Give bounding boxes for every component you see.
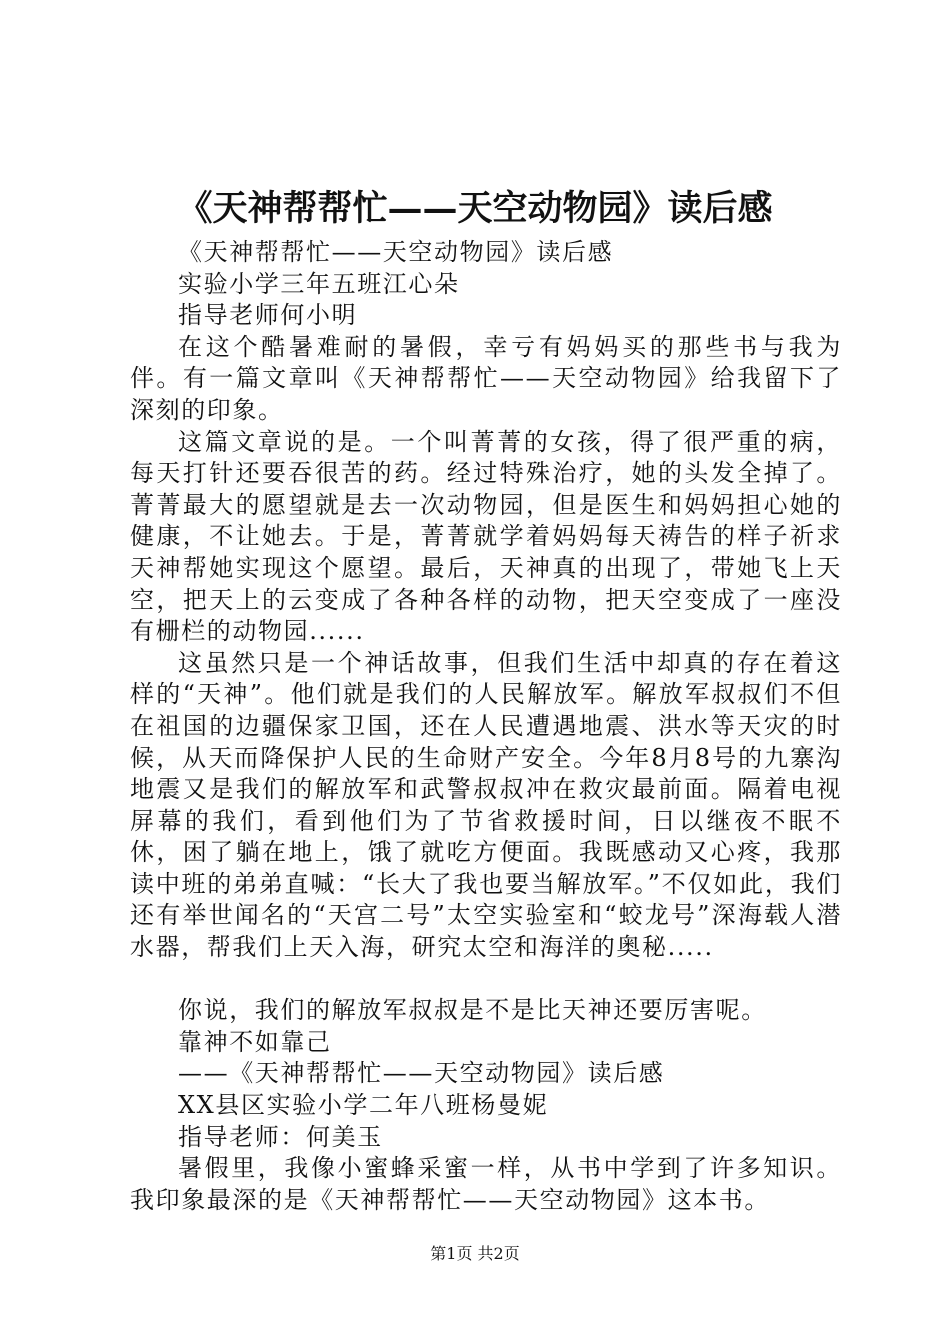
second-essay-title: 靠神不如靠己 (178, 1027, 332, 1056)
second-teacher-line: 指导老师：何美玉 (178, 1122, 383, 1151)
author-line: 实验小学三年五班江心朵 (178, 269, 460, 298)
teacher-line: 指导老师何小明 (178, 301, 358, 330)
body-paragraph: 这篇文章说的是。一个叫菁菁的女孩，得了很严重的病，每天打针还要吞很苦的药。经过特殊治疗，她的头发全掉了。菁菁最大的愿望就是去一次动物园，但是医生和妈妈担心她的健康，不让她去。于是，菁菁就学着妈妈每天祷告的样子祈求天神帮她实现这个愿望。最后，天神真的出现了，带她飞上天空，把天上的云变成了各种各样的动物，把天空变成了一座没有栅栏的动物园...... (130, 427, 842, 646)
document-body (130, 237, 842, 1216)
body-paragraph: 你说，我们的解放军叔叔是不是比天神还要厉害呢。 (178, 996, 767, 1025)
body-paragraph: 这虽然只是一个神话故事，但我们生活中却真的存在着这样的“天神”。他们就是我们的人民解放军。解放军叔叔们不但在祖国的边疆保家卫国，还在人民遭遇地震、洪水等天灾的时候，从天而降保护人民的生命财产安全。今年8月8号的九寨沟地震又是我们的解放军和武警叔叔冲在救灾最前面。隔着电视屏幕的我们，看到他们为了节省救援时间，日以继夜不眠不休，困了躺在地上，饿了就吃方便面。我既感动又心疼，我那读中班的弟弟直喊：“长大了我也要当解放军。”不仅如此，我们还有举世闻名的“天宫二号”太空实验室和“蛟龙号”深海载人潜水器，帮我们上天入海，研究太空和海洋的奥秘..... (130, 648, 842, 962)
subtitle-line: 《天神帮帮忙——天空动物园》读后感 (178, 238, 614, 266)
body-paragraph: 暑假里，我像小蜜蜂采蜜一样，从书中学到了许多知识。我印象最深的是《天神帮帮忙——天空动物园》这本书。 (130, 1154, 842, 1214)
body-paragraph: 在这个酷暑难耐的暑假，幸亏有妈妈买的那些书与我为伴。有一篇文章叫《天神帮帮忙——天空动物园》给我留下了深刻的印象。 (130, 332, 842, 424)
second-author-line: XX县区实验小学二年八班杨曼妮 (178, 1091, 549, 1120)
page-footer: 第1页 共2页 (430, 1244, 520, 1263)
second-essay-subtitle: ——《天神帮帮忙——天空动物园》读后感 (178, 1059, 665, 1088)
document-title: 《天神帮帮忙——天空动物园》读后感 (177, 188, 773, 229)
